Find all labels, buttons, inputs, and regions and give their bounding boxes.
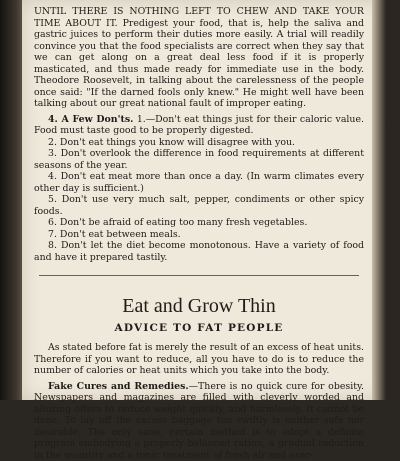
donts-item-2: 2. Don't eat things you know will disagree with you. xyxy=(34,137,364,149)
fake-cures-heading: Fake Cures and Remedies. xyxy=(48,381,189,392)
donts-heading: 4. A Few Don'ts. xyxy=(48,114,133,125)
section-subtitle: ADVICE TO FAT PEOPLE xyxy=(34,322,364,334)
donts-item-5: 5. Don't use very much salt, pepper, condiments or other spicy foods. xyxy=(34,194,364,217)
donts-item-1 xyxy=(34,114,364,137)
donts-item-4: 4. Don't eat meat more than once a day. (In warm climates every other day is sufficient.) xyxy=(34,171,364,194)
donts-item-6: 6. Don't be afraid of eating too many fresh vegetables. xyxy=(34,217,364,229)
donts-item-7: 7. Don't eat between meals. xyxy=(34,229,364,241)
donts-item-8: 8. Don't let the diet become monotonous. Have a variety of food and have it prepared tastily. xyxy=(34,240,364,263)
section-paragraph-2 xyxy=(34,381,364,461)
section-paragraph-1: As stated before fat is merely the result of an excess of heat units. Therefore if you want to reduce, all you have to do is to reduce the number of calories or heat units which you take into the body. xyxy=(34,342,364,377)
section-divider xyxy=(39,275,359,276)
intro-paragraph: UNTIL THERE IS NOTHING LEFT TO CHEW AND TAKE YOUR TIME ABOUT IT. Predigest your food, that is, help the saliva and gastric juices to perform their duties more easily. A trial will readily convince you that the food specialists are correct when they say that we can get along on a great deal less food if it is properly masticated, and thus made ready for immediate use in the body. Theodore Roosevelt, in talking about the carelessness of the people once said: "If the darned fools only knew." He might well have been talking about our great national fault of improper eating. xyxy=(34,6,364,110)
fake-cures-text: —There is no quick cure for obesity. Newspapers and magazines are filled with cleverly worded and alluring offers to reduce weight quickly, and harmlessly. It cannot be done. To lay off the excess baggage too swiftly is neither safe nor desirable. The only sane, certain method is to adopt a definite program embodying a properly balanced ration, a gradual reduction in the quantity and a tonic treatment of fresh air and exer- xyxy=(34,381,364,461)
text-column xyxy=(34,6,364,461)
book-binding xyxy=(0,0,22,400)
donts-item-1-text: 1.—Don't eat things just for their caloric value. Food must taste good to be properly digested. xyxy=(34,114,364,137)
page-edge-shadow xyxy=(372,0,386,400)
section-title: Eat and Grow Thin xyxy=(34,294,364,318)
donts-item-3: 3. Don't overlook the difference in food requirements at different seasons of the year. xyxy=(34,148,364,171)
